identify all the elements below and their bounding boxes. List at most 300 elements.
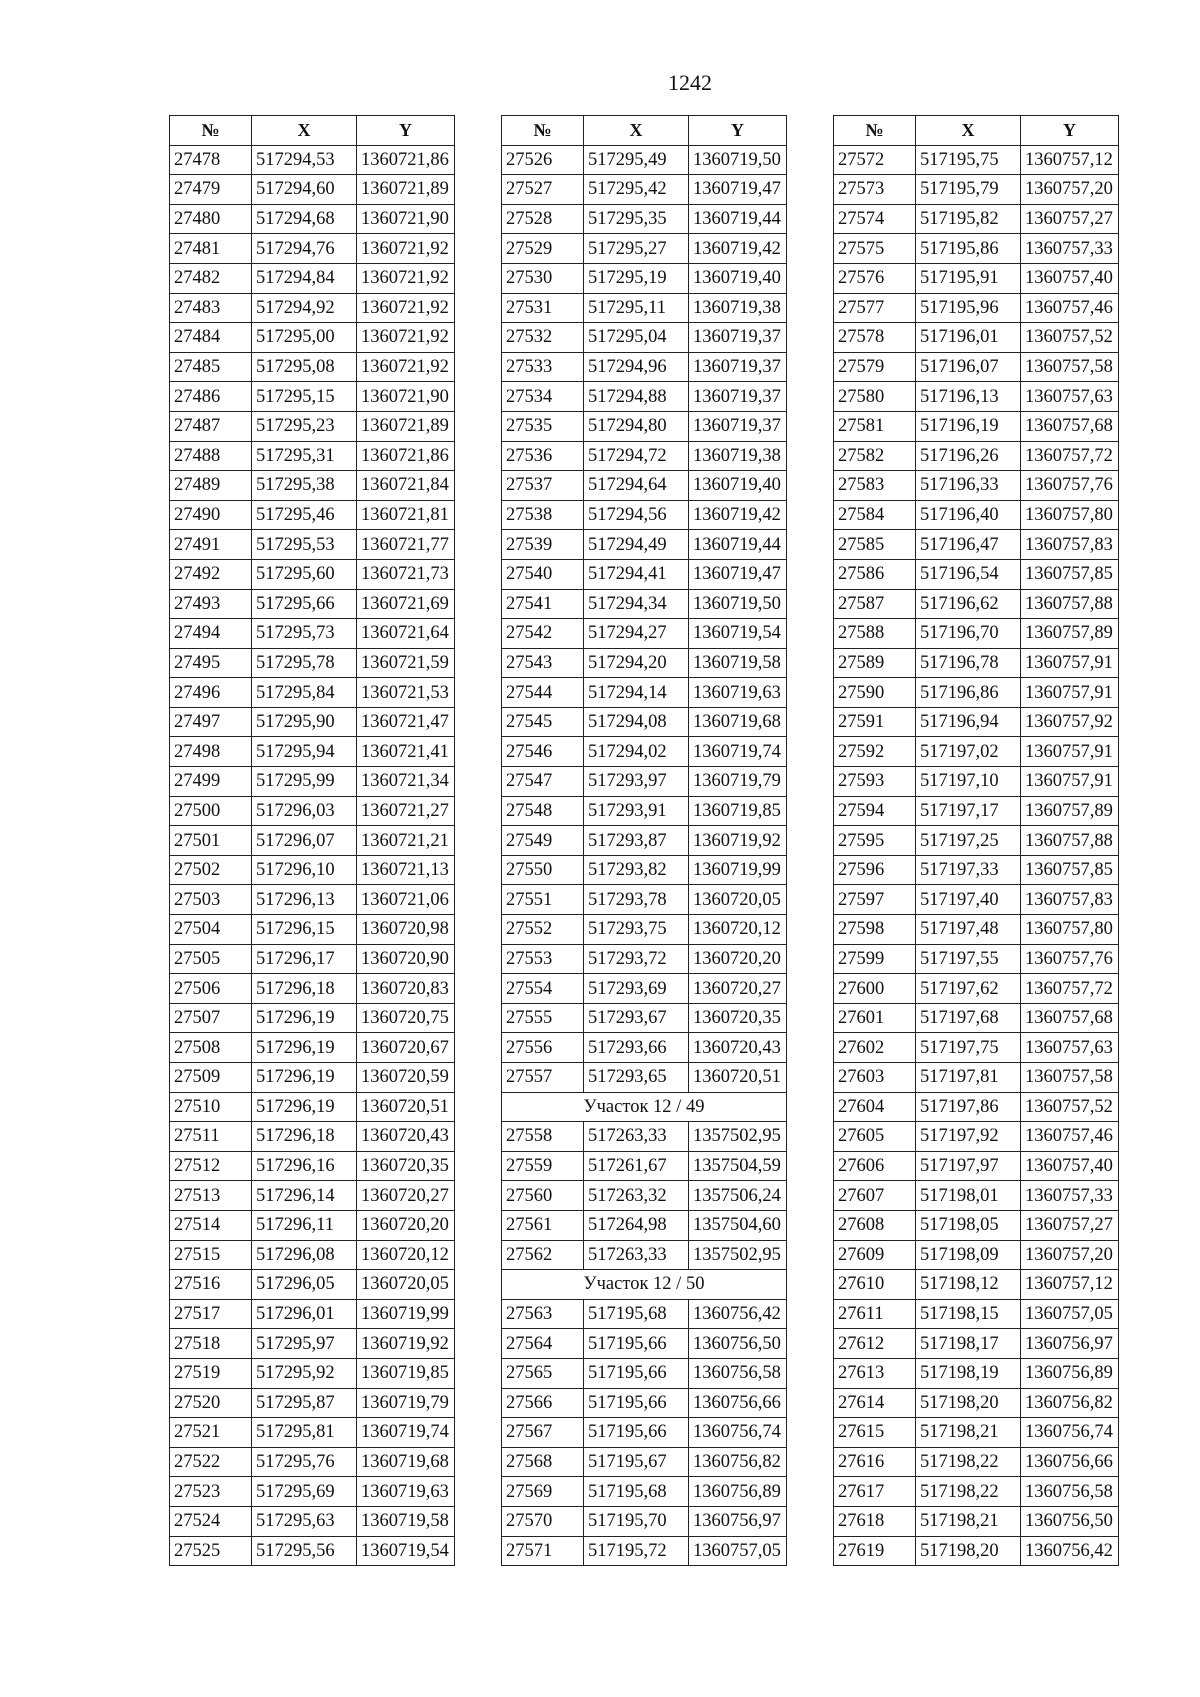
table-row (170, 1388, 455, 1418)
point-number-cell: 27487 (170, 411, 252, 441)
y-coordinate-cell: 1360757,58 (1021, 352, 1119, 382)
y-coordinate-cell: 1360721,13 (357, 855, 455, 885)
table-row (170, 1063, 455, 1093)
table-row (834, 352, 1119, 382)
point-number-cell: 27523 (170, 1477, 252, 1507)
table-row (834, 441, 1119, 471)
table-row (502, 619, 787, 649)
x-coordinate-cell: 517198,21 (916, 1418, 1021, 1448)
y-coordinate-cell: 1360757,63 (1021, 382, 1119, 412)
x-coordinate-cell: 517198,01 (916, 1181, 1021, 1211)
table-row (834, 855, 1119, 885)
point-number-cell: 27609 (834, 1240, 916, 1270)
table-row (502, 589, 787, 619)
y-coordinate-cell: 1360757,76 (1021, 471, 1119, 501)
x-coordinate-cell: 517196,54 (916, 559, 1021, 589)
table-row (170, 1477, 455, 1507)
x-coordinate-cell: 517295,73 (252, 619, 357, 649)
column-header-number: № (834, 116, 916, 146)
column-header-x: X (252, 116, 357, 146)
x-coordinate-cell: 517198,15 (916, 1299, 1021, 1329)
y-coordinate-cell: 1360719,99 (689, 855, 787, 885)
table-row (834, 1063, 1119, 1093)
y-coordinate-cell: 1360756,97 (1021, 1329, 1119, 1359)
point-number-cell: 27590 (834, 678, 916, 708)
x-coordinate-cell: 517195,68 (584, 1477, 689, 1507)
x-coordinate-cell: 517295,66 (252, 589, 357, 619)
y-coordinate-cell: 1360757,83 (1021, 530, 1119, 560)
table-row (834, 175, 1119, 205)
x-coordinate-cell: 517293,67 (584, 1003, 689, 1033)
y-coordinate-cell: 1360757,05 (689, 1536, 787, 1566)
table-row (170, 500, 455, 530)
x-coordinate-cell: 517294,96 (584, 352, 689, 382)
point-number-cell: 27563 (502, 1299, 584, 1329)
table-row (834, 559, 1119, 589)
y-coordinate-cell: 1360721,34 (357, 767, 455, 797)
point-number-cell: 27513 (170, 1181, 252, 1211)
y-coordinate-cell: 1360757,27 (1021, 1210, 1119, 1240)
y-coordinate-cell: 1360756,50 (689, 1329, 787, 1359)
point-number-cell: 27606 (834, 1151, 916, 1181)
table-row (170, 678, 455, 708)
point-number-cell: 27559 (502, 1151, 584, 1181)
y-coordinate-cell: 1360719,68 (689, 707, 787, 737)
table-row (502, 145, 787, 175)
point-number-cell: 27520 (170, 1388, 252, 1418)
x-coordinate-cell: 517295,69 (252, 1477, 357, 1507)
y-coordinate-cell: 1360719,38 (689, 293, 787, 323)
point-number-cell: 27521 (170, 1418, 252, 1448)
y-coordinate-cell: 1360756,50 (1021, 1506, 1119, 1536)
table-row (170, 767, 455, 797)
x-coordinate-cell: 517197,62 (916, 974, 1021, 1004)
point-number-cell: 27543 (502, 648, 584, 678)
y-coordinate-cell: 1360757,72 (1021, 441, 1119, 471)
x-coordinate-cell: 517294,64 (584, 471, 689, 501)
y-coordinate-cell: 1360721,89 (357, 411, 455, 441)
table-row (502, 1358, 787, 1388)
x-coordinate-cell: 517197,48 (916, 915, 1021, 945)
point-number-cell: 27506 (170, 974, 252, 1004)
table-row (170, 855, 455, 885)
table-row (170, 737, 455, 767)
point-number-cell: 27597 (834, 885, 916, 915)
table-row (170, 352, 455, 382)
point-number-cell: 27547 (502, 767, 584, 797)
point-number-cell: 27598 (834, 915, 916, 945)
point-number-cell: 27552 (502, 915, 584, 945)
point-number-cell: 27527 (502, 175, 584, 205)
point-number-cell: 27610 (834, 1270, 916, 1300)
y-coordinate-cell: 1360757,52 (1021, 1092, 1119, 1122)
y-coordinate-cell: 1360757,80 (1021, 500, 1119, 530)
x-coordinate-cell: 517196,07 (916, 352, 1021, 382)
y-coordinate-cell: 1360719,40 (689, 263, 787, 293)
point-number-cell: 27583 (834, 471, 916, 501)
y-coordinate-cell: 1360721,21 (357, 826, 455, 856)
point-number-cell: 27528 (502, 204, 584, 234)
point-number-cell: 27504 (170, 915, 252, 945)
point-number-cell: 27511 (170, 1122, 252, 1152)
table-row (170, 1358, 455, 1388)
point-number-cell: 27596 (834, 855, 916, 885)
x-coordinate-cell: 517195,68 (584, 1299, 689, 1329)
x-coordinate-cell: 517295,38 (252, 471, 357, 501)
x-coordinate-cell: 517296,05 (252, 1270, 357, 1300)
point-number-cell: 27584 (834, 500, 916, 530)
x-coordinate-cell: 517294,76 (252, 234, 357, 264)
table-row (170, 619, 455, 649)
x-coordinate-cell: 517296,19 (252, 1092, 357, 1122)
table-row (170, 648, 455, 678)
table-row (170, 1506, 455, 1536)
point-number-cell: 27505 (170, 944, 252, 974)
y-coordinate-cell: 1360757,40 (1021, 263, 1119, 293)
table-row (502, 1210, 787, 1240)
point-number-cell: 27588 (834, 619, 916, 649)
table-row (170, 1033, 455, 1063)
y-coordinate-cell: 1360719,47 (689, 175, 787, 205)
y-coordinate-cell: 1360719,74 (689, 737, 787, 767)
x-coordinate-cell: 517294,80 (584, 411, 689, 441)
column-header-x: X (584, 116, 689, 146)
table-row (170, 1151, 455, 1181)
x-coordinate-cell: 517295,78 (252, 648, 357, 678)
table-row (170, 1447, 455, 1477)
y-coordinate-cell: 1360757,91 (1021, 737, 1119, 767)
x-coordinate-cell: 517196,78 (916, 648, 1021, 678)
table-row (502, 234, 787, 264)
point-number-cell: 27591 (834, 707, 916, 737)
x-coordinate-cell: 517197,02 (916, 737, 1021, 767)
x-coordinate-cell: 517198,17 (916, 1329, 1021, 1359)
y-coordinate-cell: 1360719,92 (689, 826, 787, 856)
table-row (834, 145, 1119, 175)
x-coordinate-cell: 517295,60 (252, 559, 357, 589)
x-coordinate-cell: 517295,87 (252, 1388, 357, 1418)
point-number-cell: 27478 (170, 145, 252, 175)
table-row (502, 855, 787, 885)
table-row (834, 1003, 1119, 1033)
y-coordinate-cell: 1360719,37 (689, 323, 787, 353)
x-coordinate-cell: 517195,66 (584, 1329, 689, 1359)
table-row (170, 589, 455, 619)
x-coordinate-cell: 517197,40 (916, 885, 1021, 915)
y-coordinate-cell: 1360757,33 (1021, 234, 1119, 264)
y-coordinate-cell: 1360720,43 (357, 1122, 455, 1152)
x-coordinate-cell: 517295,11 (584, 293, 689, 323)
table-row (170, 145, 455, 175)
table-row (502, 915, 787, 945)
table-row (502, 1477, 787, 1507)
table-row (834, 915, 1119, 945)
table-row (502, 263, 787, 293)
point-number-cell: 27618 (834, 1506, 916, 1536)
x-coordinate-cell: 517195,75 (916, 145, 1021, 175)
table-row (834, 707, 1119, 737)
x-coordinate-cell: 517295,81 (252, 1418, 357, 1448)
x-coordinate-cell: 517294,49 (584, 530, 689, 560)
x-coordinate-cell: 517296,19 (252, 1003, 357, 1033)
point-number-cell: 27483 (170, 293, 252, 323)
table-row (834, 1358, 1119, 1388)
point-number-cell: 27572 (834, 145, 916, 175)
x-coordinate-cell: 517196,01 (916, 323, 1021, 353)
y-coordinate-cell: 1360720,20 (357, 1210, 455, 1240)
y-coordinate-cell: 1360719,68 (357, 1447, 455, 1477)
x-coordinate-cell: 517295,53 (252, 530, 357, 560)
point-number-cell: 27587 (834, 589, 916, 619)
x-coordinate-cell: 517197,92 (916, 1122, 1021, 1152)
table-row (834, 767, 1119, 797)
x-coordinate-cell: 517261,67 (584, 1151, 689, 1181)
point-number-cell: 27555 (502, 1003, 584, 1033)
y-coordinate-cell: 1360757,89 (1021, 619, 1119, 649)
y-coordinate-cell: 1360757,40 (1021, 1151, 1119, 1181)
table-row (170, 530, 455, 560)
y-coordinate-cell: 1360720,27 (357, 1181, 455, 1211)
x-coordinate-cell: 517295,15 (252, 382, 357, 412)
table-row (170, 204, 455, 234)
table-row (834, 1270, 1119, 1300)
y-coordinate-cell: 1360756,58 (1021, 1477, 1119, 1507)
x-coordinate-cell: 517293,72 (584, 944, 689, 974)
point-number-cell: 27617 (834, 1477, 916, 1507)
y-coordinate-cell: 1360719,99 (357, 1299, 455, 1329)
y-coordinate-cell: 1360757,91 (1021, 767, 1119, 797)
coordinates-table-1 (169, 115, 455, 1566)
table-row (170, 263, 455, 293)
table-row (834, 382, 1119, 412)
y-coordinate-cell: 1360757,91 (1021, 648, 1119, 678)
column-header-y: Y (689, 116, 787, 146)
point-number-cell: 27608 (834, 1210, 916, 1240)
y-coordinate-cell: 1360757,85 (1021, 855, 1119, 885)
point-number-cell: 27589 (834, 648, 916, 678)
x-coordinate-cell: 517198,20 (916, 1388, 1021, 1418)
point-number-cell: 27586 (834, 559, 916, 589)
y-coordinate-cell: 1360719,37 (689, 411, 787, 441)
table-row (170, 1299, 455, 1329)
table-row (502, 1033, 787, 1063)
table-row (170, 1536, 455, 1566)
y-coordinate-cell: 1360719,50 (689, 145, 787, 175)
point-number-cell: 27480 (170, 204, 252, 234)
point-number-cell: 27535 (502, 411, 584, 441)
y-coordinate-cell: 1360719,79 (357, 1388, 455, 1418)
table-row (834, 1092, 1119, 1122)
table-row (170, 1092, 455, 1122)
x-coordinate-cell: 517296,19 (252, 1063, 357, 1093)
table-row (502, 1299, 787, 1329)
point-number-cell: 27546 (502, 737, 584, 767)
x-coordinate-cell: 517197,17 (916, 796, 1021, 826)
x-coordinate-cell: 517195,79 (916, 175, 1021, 205)
point-number-cell: 27558 (502, 1122, 584, 1152)
point-number-cell: 27526 (502, 145, 584, 175)
y-coordinate-cell: 1360757,92 (1021, 707, 1119, 737)
x-coordinate-cell: 517196,26 (916, 441, 1021, 471)
point-number-cell: 27517 (170, 1299, 252, 1329)
table-row (502, 530, 787, 560)
table-row (502, 826, 787, 856)
x-coordinate-cell: 517294,84 (252, 263, 357, 293)
x-coordinate-cell: 517195,66 (584, 1418, 689, 1448)
point-number-cell: 27485 (170, 352, 252, 382)
y-coordinate-cell: 1360719,44 (689, 204, 787, 234)
point-number-cell: 27493 (170, 589, 252, 619)
table-row (834, 974, 1119, 1004)
table-row (834, 1329, 1119, 1359)
x-coordinate-cell: 517293,78 (584, 885, 689, 915)
x-coordinate-cell: 517295,31 (252, 441, 357, 471)
table-row (502, 1181, 787, 1211)
x-coordinate-cell: 517295,94 (252, 737, 357, 767)
y-coordinate-cell: 1360719,85 (689, 796, 787, 826)
point-number-cell: 27524 (170, 1506, 252, 1536)
table-row (502, 1329, 787, 1359)
y-coordinate-cell: 1360720,98 (357, 915, 455, 945)
point-number-cell: 27571 (502, 1536, 584, 1566)
y-coordinate-cell: 1360721,59 (357, 648, 455, 678)
y-coordinate-cell: 1360757,88 (1021, 826, 1119, 856)
y-coordinate-cell: 1360719,54 (689, 619, 787, 649)
y-coordinate-cell: 1360721,47 (357, 707, 455, 737)
x-coordinate-cell: 517295,76 (252, 1447, 357, 1477)
x-coordinate-cell: 517296,13 (252, 885, 357, 915)
y-coordinate-cell: 1360757,46 (1021, 293, 1119, 323)
table-row (502, 737, 787, 767)
table-row (502, 559, 787, 589)
point-number-cell: 27564 (502, 1329, 584, 1359)
y-coordinate-cell: 1360720,83 (357, 974, 455, 1004)
x-coordinate-cell: 517295,00 (252, 323, 357, 353)
point-number-cell: 27612 (834, 1329, 916, 1359)
table-row (834, 263, 1119, 293)
x-coordinate-cell: 517197,81 (916, 1063, 1021, 1093)
y-coordinate-cell: 1360721,92 (357, 234, 455, 264)
point-number-cell: 27551 (502, 885, 584, 915)
point-number-cell: 27556 (502, 1033, 584, 1063)
point-number-cell: 27538 (502, 500, 584, 530)
y-coordinate-cell: 1360721,92 (357, 293, 455, 323)
point-number-cell: 27516 (170, 1270, 252, 1300)
x-coordinate-cell: 517263,33 (584, 1122, 689, 1152)
x-coordinate-cell: 517195,91 (916, 263, 1021, 293)
y-coordinate-cell: 1360721,53 (357, 678, 455, 708)
x-coordinate-cell: 517196,40 (916, 500, 1021, 530)
x-coordinate-cell: 517293,65 (584, 1063, 689, 1093)
column-header-y: Y (357, 116, 455, 146)
point-number-cell: 27573 (834, 175, 916, 205)
table-row (502, 944, 787, 974)
point-number-cell: 27496 (170, 678, 252, 708)
table-row (170, 1329, 455, 1359)
x-coordinate-cell: 517293,91 (584, 796, 689, 826)
x-coordinate-cell: 517293,97 (584, 767, 689, 797)
table-row (502, 767, 787, 797)
y-coordinate-cell: 1360720,05 (357, 1270, 455, 1300)
y-coordinate-cell: 1360757,20 (1021, 175, 1119, 205)
point-number-cell: 27575 (834, 234, 916, 264)
x-coordinate-cell: 517263,33 (584, 1240, 689, 1270)
x-coordinate-cell: 517294,14 (584, 678, 689, 708)
point-number-cell: 27531 (502, 293, 584, 323)
table-row (170, 1240, 455, 1270)
point-number-cell: 27549 (502, 826, 584, 856)
y-coordinate-cell: 1360719,85 (357, 1358, 455, 1388)
y-coordinate-cell: 1360757,76 (1021, 944, 1119, 974)
point-number-cell: 27491 (170, 530, 252, 560)
x-coordinate-cell: 517197,25 (916, 826, 1021, 856)
table-row (170, 1418, 455, 1448)
x-coordinate-cell: 517294,27 (584, 619, 689, 649)
table-row (170, 885, 455, 915)
y-coordinate-cell: 1360757,91 (1021, 678, 1119, 708)
x-coordinate-cell: 517296,03 (252, 796, 357, 826)
point-number-cell: 27576 (834, 263, 916, 293)
page-number: 1242 (668, 70, 712, 95)
y-coordinate-cell: 1360757,85 (1021, 559, 1119, 589)
y-coordinate-cell: 1357502,95 (689, 1240, 787, 1270)
x-coordinate-cell: 517295,04 (584, 323, 689, 353)
table-row (170, 411, 455, 441)
y-coordinate-cell: 1360757,33 (1021, 1181, 1119, 1211)
point-number-cell: 27592 (834, 737, 916, 767)
x-coordinate-cell: 517293,69 (584, 974, 689, 1004)
y-coordinate-cell: 1360757,46 (1021, 1122, 1119, 1152)
y-coordinate-cell: 1360757,20 (1021, 1240, 1119, 1270)
table-header-row (170, 116, 455, 146)
table-row (170, 1003, 455, 1033)
point-number-cell: 27522 (170, 1447, 252, 1477)
table-row (170, 796, 455, 826)
x-coordinate-cell: 517294,02 (584, 737, 689, 767)
table-row (170, 915, 455, 945)
table-row (502, 1003, 787, 1033)
y-coordinate-cell: 1360719,63 (689, 678, 787, 708)
point-number-cell: 27554 (502, 974, 584, 1004)
point-number-cell: 27494 (170, 619, 252, 649)
y-coordinate-cell: 1360720,51 (357, 1092, 455, 1122)
x-coordinate-cell: 517295,19 (584, 263, 689, 293)
point-number-cell: 27486 (170, 382, 252, 412)
column-header-number: № (170, 116, 252, 146)
x-coordinate-cell: 517296,16 (252, 1151, 357, 1181)
point-number-cell: 27602 (834, 1033, 916, 1063)
point-number-cell: 27600 (834, 974, 916, 1004)
x-coordinate-cell: 517196,13 (916, 382, 1021, 412)
x-coordinate-cell: 517196,70 (916, 619, 1021, 649)
table-row (834, 323, 1119, 353)
y-coordinate-cell: 1360757,83 (1021, 885, 1119, 915)
x-coordinate-cell: 517195,86 (916, 234, 1021, 264)
point-number-cell: 27565 (502, 1358, 584, 1388)
x-coordinate-cell: 517198,20 (916, 1536, 1021, 1566)
point-number-cell: 27484 (170, 323, 252, 353)
x-coordinate-cell: 517195,70 (584, 1506, 689, 1536)
y-coordinate-cell: 1360721,73 (357, 559, 455, 589)
x-coordinate-cell: 517294,20 (584, 648, 689, 678)
x-coordinate-cell: 517198,05 (916, 1210, 1021, 1240)
table-row (834, 1210, 1119, 1240)
table-row (502, 382, 787, 412)
table-row (834, 1240, 1119, 1270)
table-row (502, 678, 787, 708)
y-coordinate-cell: 1360719,92 (357, 1329, 455, 1359)
coordinates-table-3 (833, 115, 1119, 1566)
